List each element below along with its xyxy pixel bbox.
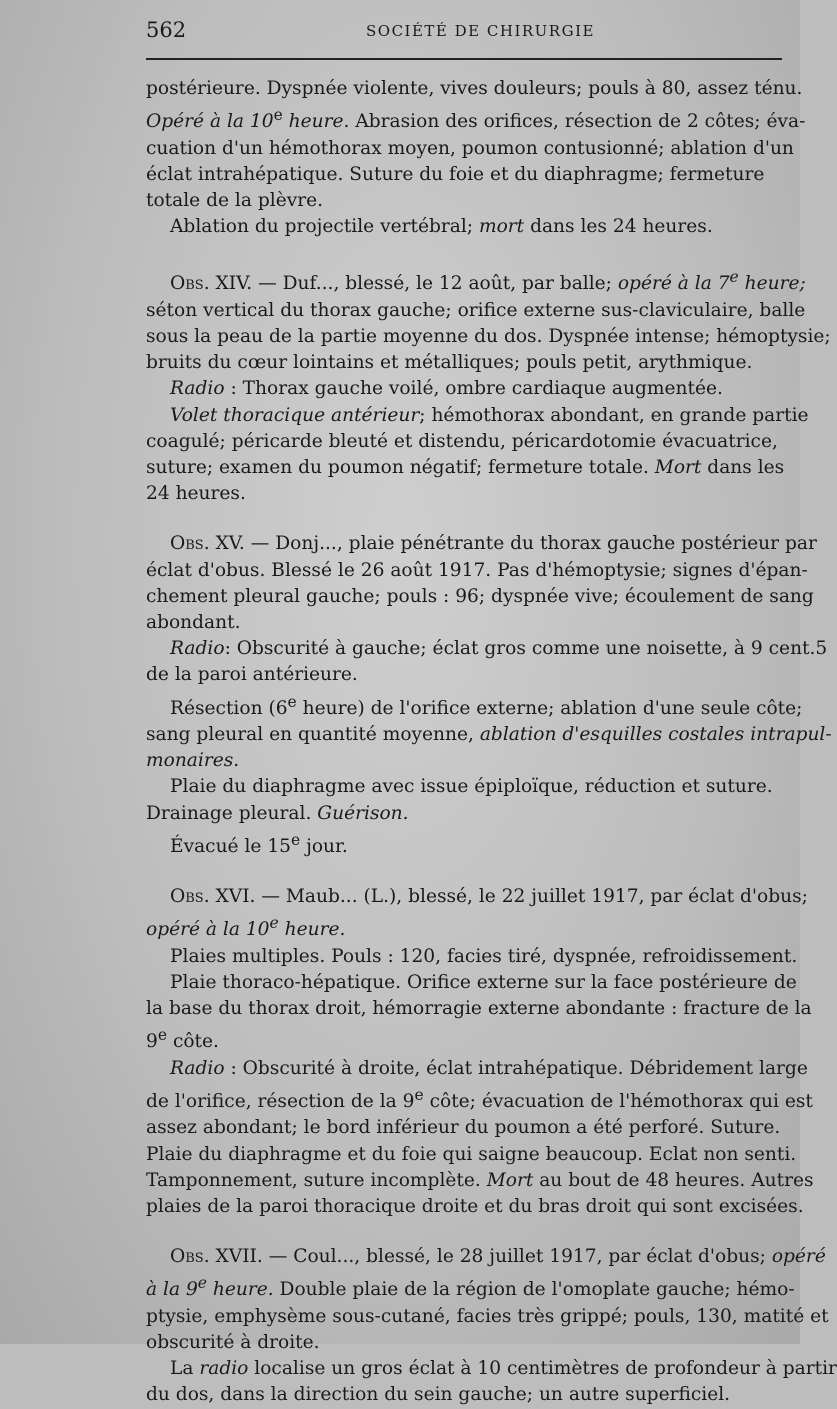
text-line: Obs. XVII. — Coul..., blessé, le 28 juillet 1917, par éclat d'obus; opéré: [170, 1246, 826, 1268]
observation-xvi: [146, 884, 814, 1220]
text-line: postérieure. Dyspnée violente, vives douleurs; pouls à 80, assez ténu.: [146, 78, 803, 99]
text-line: bruits du cœur lointains et métalliques; pouls petit, arythmique.: [146, 352, 753, 374]
text-line: Opéré à la 10e heure. Abrasion des orifices, résection de 2 côtes; éva-: [146, 106, 806, 133]
paragraph-continuation: [146, 76, 806, 240]
text-line: Radio : Obscurité à droite, éclat intrahépatique. Débridement large: [170, 1057, 808, 1079]
text-line: sang pleural en quantité moyenne, ablation d'esquilles costales intrapul-: [146, 724, 832, 746]
observation-heading: Obs. XVI.: [170, 886, 256, 908]
text-line: assez abondant; le bord inférieur du poumon a été perforé. Suture.: [146, 1117, 781, 1139]
text-line: abondant.: [146, 612, 241, 634]
text-line: sous la peau de la partie moyenne du dos. Dyspnée intense; hémoptysie;: [146, 326, 831, 347]
text-line: monaires.: [146, 750, 240, 772]
observation-heading: Obs. XV.: [170, 533, 245, 555]
text-line: Radio: Obscurité à gauche; éclat gros comme une noisette, à 9 cent.5: [170, 638, 828, 660]
text-line: Plaie thoraco-hépatique. Orifice externe sur la face postérieure de: [170, 972, 797, 994]
text-line: éclat intrahépatique. Suture du foie et du diaphragme; fermeture: [146, 163, 765, 185]
text-line: du dos, dans la direction du sein gauche; un autre superficiel.: [146, 1384, 731, 1406]
text-line: Plaie du diaphragme et du foie qui saigne beaucoup. Eclat non senti.: [146, 1143, 797, 1165]
page-body: [146, 76, 837, 1409]
text-line: Drainage pleural. Guérison.: [146, 802, 409, 824]
text-line: 24 heures.: [146, 483, 246, 505]
text-line: Obs. XVI. — Maub... (L.), blessé, le 22 juillet 1917, par éclat d'obus;: [170, 886, 808, 908]
observation-heading: Obs. XVII.: [170, 1246, 263, 1268]
observation-xv: [146, 531, 832, 860]
text-line: La radio localise un gros éclat à 10 centimètres de profondeur à partir: [170, 1358, 837, 1380]
text-line: Tamponnement, suture incomplète. Mort au bout de 48 heures. Autres: [146, 1169, 814, 1191]
text-line: à la 9e heure. Double plaie de la région de l'omoplate gauche; hémo-: [146, 1274, 795, 1301]
text-line: totale de la plèvre.: [146, 190, 324, 211]
text-line: Plaie du diaphragme avec issue épiploïque, réduction et suture.: [170, 776, 773, 798]
text-line: plaies de la paroi thoracique droite et du bras droit qui sont excisées.: [146, 1196, 804, 1218]
text-line: Ablation du projectile vertébral; mort dans les 24 heures.: [170, 216, 713, 238]
text-line: coagulé; péricarde bleuté et distendu, péricardotomie évacuatrice,: [146, 430, 778, 452]
text-line: Évacué le 15e jour.: [170, 830, 348, 858]
text-line: Plaies multiples. Pouls : 120, facies tiré, dyspnée, refroidissement.: [170, 945, 798, 967]
running-title: SOCIÉTÉ DE CHIRURGIE: [366, 22, 595, 40]
text-line: suture; examen du poumon négatif; fermeture totale. Mort dans les: [146, 457, 785, 479]
text-line: obscurité à droite.: [146, 1332, 320, 1354]
text-line: Radio : Thorax gauche voilé, ombre cardiaque augmentée.: [170, 378, 723, 400]
text-line: Résection (6e heure) de l'orifice externe; ablation d'une seule côte;: [170, 692, 803, 719]
text-line: chement pleural gauche; pouls : 96; dyspnée vive; écoulement de sang: [146, 585, 814, 607]
text-line: séton vertical du thorax gauche; orifice externe sus-claviculaire, balle: [146, 299, 806, 321]
text-line: cuation d'un hémothorax moyen, poumon contusionné; ablation d'un: [146, 137, 794, 159]
text-line: opéré à la 10e heure.: [146, 914, 346, 941]
header-rule: [146, 58, 782, 60]
running-head: [146, 18, 776, 48]
text-line: éclat d'obus. Blessé le 26 août 1917. Pas d'hémoptysie; signes d'épan-: [146, 559, 808, 581]
text-line: 9e côte.: [146, 1026, 219, 1053]
observation-xiv: [146, 264, 831, 507]
text-line: de la paroi antérieure.: [146, 664, 358, 686]
observation-heading: Obs. XIV.: [170, 273, 253, 295]
page-number: 562: [146, 18, 187, 42]
text-line: Volet thoracique antérieur; hémothorax abondant, en grande partie: [170, 404, 809, 426]
text-line: ptysie, emphysème sous-cutané, facies très grippé; pouls, 130, matité et: [146, 1305, 829, 1327]
observation-xvii: [146, 1244, 837, 1408]
text-line: de l'orifice, résection de la 9e côte; évacuation de l'hémothorax qui est: [146, 1086, 813, 1113]
text-line: Obs. XIV. — Duf..., blessé, le 12 août, par balle; opéré à la 7e heure;: [170, 268, 806, 295]
text-line: la base du thorax droit, hémorragie externe abondante : fracture de la: [146, 998, 812, 1020]
text-line: Obs. XV. — Donj..., plaie pénétrante du thorax gauche postérieur par: [170, 533, 817, 555]
